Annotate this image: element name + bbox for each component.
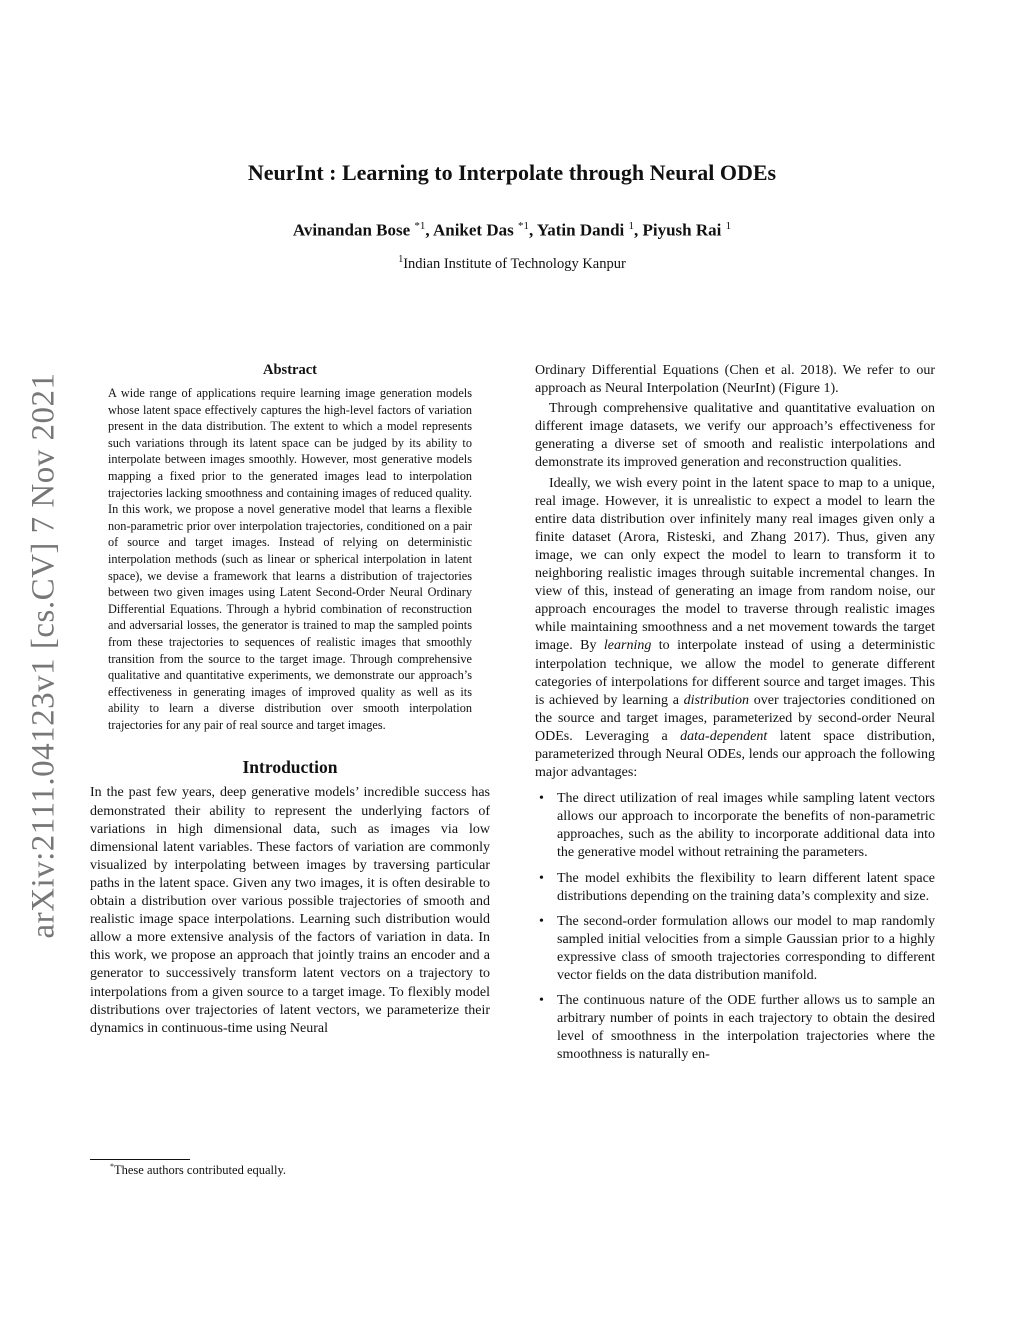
- author-name: Yatin Dandi: [536, 220, 625, 240]
- body-paragraph: Ordinary Differential Equations (Chen et al. 2018). We refer to our approach as Neural Interpolation (NeurInt) (Figure 1).: [535, 363, 935, 397]
- body-paragraph: [535, 475, 935, 783]
- author-name: Aniket Das: [432, 220, 514, 240]
- list-item: [535, 992, 935, 1064]
- footnote-text: These authors contributed equally.: [114, 1163, 287, 1178]
- author-mark: *1: [414, 220, 426, 232]
- author-mark: 1: [725, 220, 732, 232]
- paragraph-text: to interpolate instead of using a deterministic interpolation technique, we allow the model to generate different categories of interpolations for different source and target images. This is achieved by learning a: [535, 638, 935, 708]
- advantages-list: [535, 790, 935, 1064]
- bullet-icon: •: [539, 913, 544, 929]
- introduction-heading: Introduction: [242, 757, 338, 778]
- emphasis: data-dependent: [680, 728, 768, 744]
- body-paragraph: Through comprehensive qualitative and quantitative evaluation on different image datasets, we verify our approach’s effectiveness for generating a diverse set of smooth and realistic interpolations and demonstrate its improved generation and reconstruction qualities.: [535, 401, 935, 471]
- arxiv-id: arXiv:2111.04123v1 [cs.CV] 7 Nov 2021: [25, 372, 62, 938]
- list-item-text: The direct utilization of real images while sampling latent vectors allows our approach to incorporate the benefits of non-parametric approaches, such as the ability to incorporate additional data into the generative model without retraining the parameters.: [557, 791, 935, 861]
- list-item-text: The second-order formulation allows our model to map randomly sampled initial velocities from a simple Gaussian prior to a highly expressive class of smooth trajectories corresponding to different vector fields on the data distribution manifold.: [557, 913, 935, 983]
- paragraph-text: latent space distribution, parameterized through Neural ODEs, lends our approach the following major advantages:: [535, 728, 935, 781]
- affiliation-text: Indian Institute of Technology Kanpur: [403, 255, 626, 272]
- list-item: [535, 870, 935, 906]
- paper-title: NeurInt : Learning to Interpolate through Neural ODEs: [247, 160, 777, 185]
- abstract-heading: Abstract: [263, 362, 317, 378]
- list-item-text: The model exhibits the flexibility to learn different latent space distributions depending on the training data’s complexity and size.: [557, 870, 935, 904]
- paragraph-text: over trajectories conditioned on the source and target images, parameterized by second-order Neural ODEs. Leveraging a: [535, 692, 935, 744]
- bullet-icon: •: [539, 870, 544, 886]
- right-column: [535, 362, 935, 1071]
- bullet-icon: •: [539, 791, 544, 807]
- author-name: Avinandan Bose: [292, 220, 411, 240]
- left-column: [90, 362, 490, 1038]
- author-list: [0, 220, 1024, 241]
- introduction-paragraph: In the past few years, deep generative models’ incredible success has demonstrated their ability to represent the underlying factors of variations in high dimensional data, such as images via low dimensional latent variables. These factors of variation are commonly visualized by interpolating between images by traversing particular paths in the latent space. Given any two images, it is often desirable to obtain a distribution over various possible trajectories of smooth and realistic image space interpolations. Learning such distribution would allow a more extensive analysis of the factors of variation in data. In this work, we propose an approach that jointly trains an encoder and a generator to successively transform latent vectors on a trajectory to interpolations from a given source to a target image. To flexibly model distributions over trajectories of latent vectors, we parameterize their dynamics in continuous-time using Neural: [90, 785, 490, 1036]
- author-separator: ,: [528, 220, 537, 240]
- emphasis: distribution: [683, 692, 750, 708]
- footnote: [110, 1162, 286, 1178]
- author-separator: ,: [634, 220, 643, 240]
- list-item: [535, 913, 935, 985]
- affiliation: [0, 254, 1024, 273]
- author-mark: 1: [628, 220, 634, 232]
- footnote-rule: [90, 1159, 190, 1160]
- author-name: Piyush Rai: [642, 220, 722, 240]
- paragraph-text: Ideally, we wish every point in the latent space to map to a unique, real image. However, it is unrealistic to expect a model to learn the entire data distribution over infinitely many real images given only a finite dataset (Arora, Risteski, and Zhang 2017). Thus, given any image, we can only expect the model to learn to transform it to neighboring realistic images through suitable incremental changes. In view of this, instead of generating an image from random noise, our approach encourages the model to traverse through realistic images while maintaining smoothness and a net movement towards the target image. By: [535, 475, 935, 654]
- footnote-mark: *: [110, 1162, 114, 1171]
- emphasis: learning: [603, 638, 652, 654]
- list-item: [535, 790, 935, 862]
- author-mark: *1: [517, 220, 529, 232]
- bullet-icon: •: [539, 993, 544, 1009]
- affiliation-mark: 1: [398, 254, 404, 265]
- list-item-text: The continuous nature of the ODE further allows us to sample an arbitrary number of points in each trajectory to obtain the desired level of smoothness in the interpolation trajectories where the smoothness is naturally en-: [557, 993, 935, 1063]
- abstract-text: A wide range of applications require learning image generation models whose latent space effectively captures the high-level factors of variation present in the data distribution. The extent to which a model represents such variations through its latent space can be judged by its ability to interpolate between images smoothly. However, most generative models mapping a fixed prior to the generated images lead to interpolation trajectories lacking smoothness and containing images of reduced quality. In this work, we propose a novel generative model that learns a flexible non-parametric prior over interpolation trajectories, conditioned on a pair of source and target images. Instead of relying on deterministic interpolation methods (such as linear or spherical interpolation in latent space), we devise a framework that learns a distribution of trajectories between two given images using Latent Second-Order Neural Ordinary Differential Equations. Through a hybrid combination of reconstruction and adversarial losses, the generator is trained to map the sampled points from these trajectories to sequences of realistic images that smoothly transition from the source to the target image. Through comprehensive qualitative and quantitative experiments, we demonstrate our approach’s effectiveness in generating images of improved quality as well as its ability to learn a diverse distribution over smooth interpolation trajectories for any pair of real source and target images.: [108, 386, 472, 732]
- arxiv-stamp: [14, 355, 74, 955]
- author-separator: ,: [425, 220, 433, 240]
